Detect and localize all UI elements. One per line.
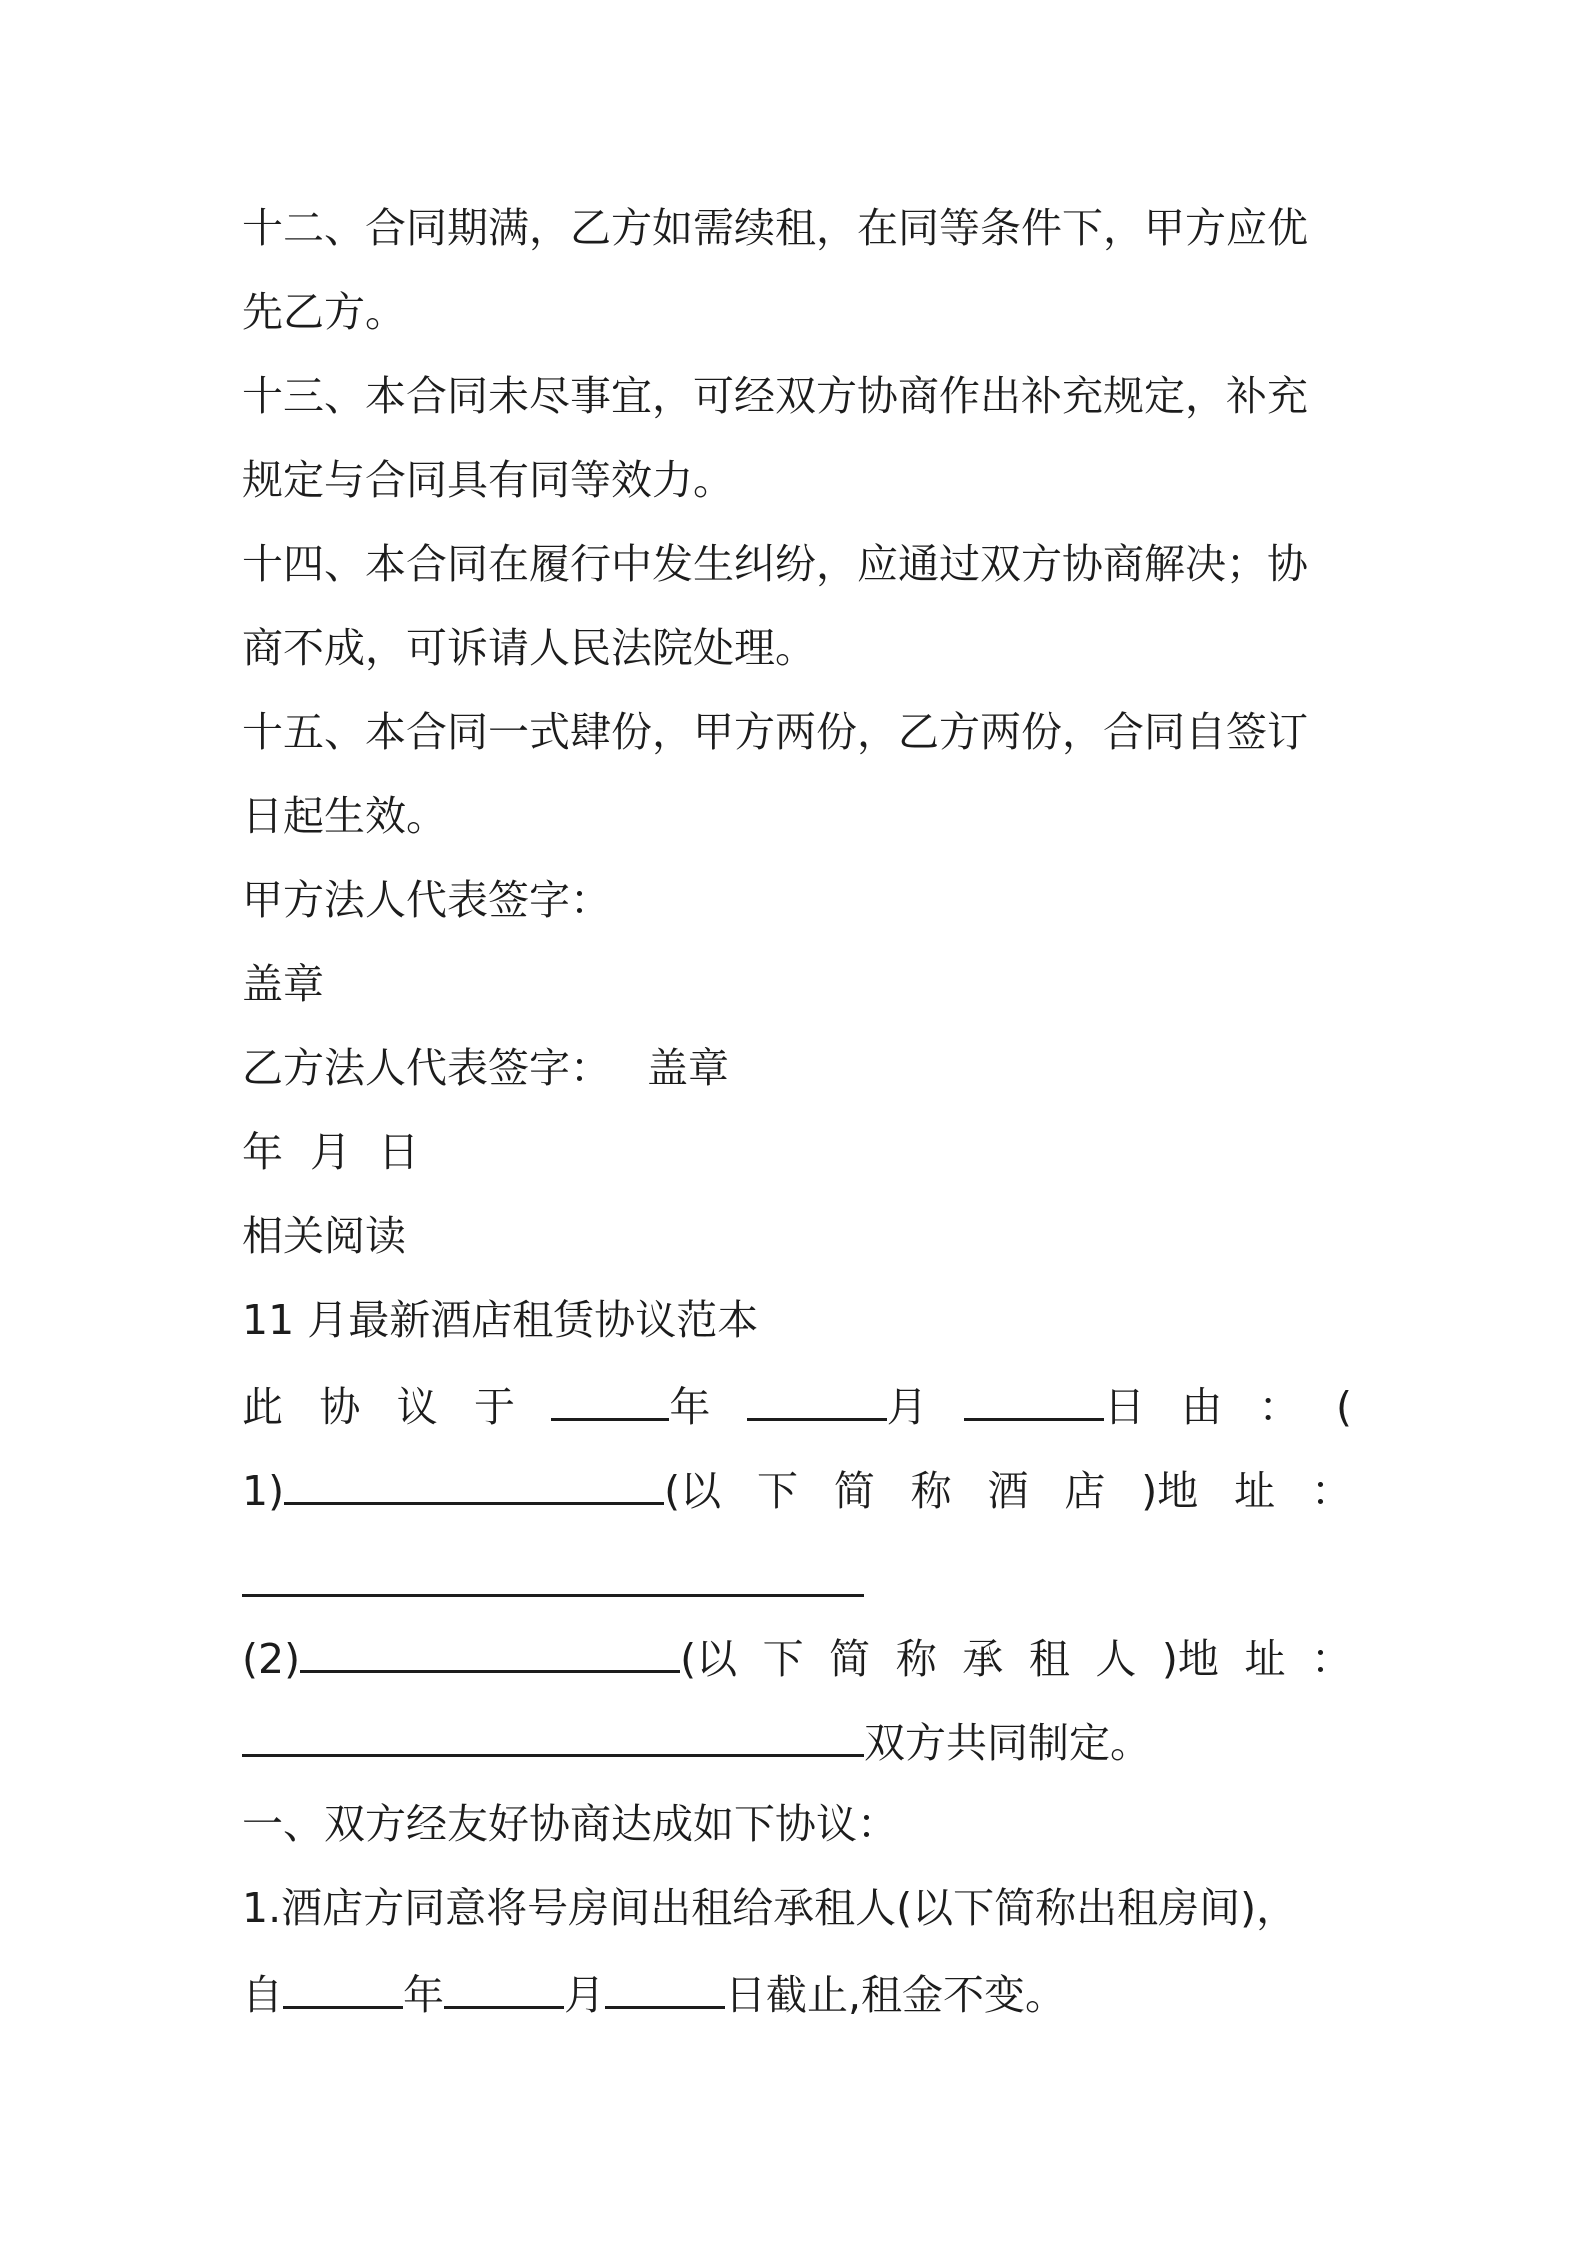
party-2-char: 下 xyxy=(762,1635,804,1683)
party-1-char: (以 xyxy=(664,1467,722,1515)
party-1-char: 店 xyxy=(1064,1467,1106,1515)
item-1-day-blank xyxy=(605,1962,725,2009)
clause-15-line-2: 日起生效。 xyxy=(242,792,447,840)
party-a-seal-label: 盖章 xyxy=(242,960,324,1008)
item-1-month-blank xyxy=(444,1962,564,2009)
party-2-char: 承 xyxy=(962,1635,1004,1683)
item-1-year-label: 年 xyxy=(403,1971,444,2019)
agreement-intro-line xyxy=(242,1374,1352,1434)
clause-12-line-1: 十二、合同期满，乙方如需续租，在同等条件下，甲方应优 xyxy=(242,204,1308,252)
party-2-char: 人 xyxy=(1095,1635,1137,1683)
by-label: 由 xyxy=(1181,1383,1223,1431)
item-1-line-2 xyxy=(242,1962,1352,2022)
day-label: 日 xyxy=(1103,1383,1145,1431)
clause-14-line-1: 十四、本合同在履行中发生纠纷，应通过双方协商解决；协 xyxy=(242,540,1308,588)
party-1-name-blank xyxy=(284,1458,664,1505)
month-label: 月 xyxy=(886,1383,928,1431)
party-2-address-line xyxy=(242,1710,1352,1770)
party-2-name-blank xyxy=(300,1626,680,1673)
intro-char: 此 xyxy=(242,1383,283,1431)
clause-15-line-1: 十五、本合同一式肆份，甲方两份，乙方两份，合同自签订 xyxy=(242,708,1308,756)
party-1-char: 简 xyxy=(833,1467,875,1515)
year-blank xyxy=(551,1374,669,1421)
intro-char: 协 xyxy=(319,1383,361,1431)
party-1-char: 酒 xyxy=(987,1467,1029,1515)
day-blank xyxy=(964,1374,1104,1421)
party-1-char: 下 xyxy=(756,1467,798,1515)
party-2-char: 租 xyxy=(1028,1635,1070,1683)
party-2-char: (以 xyxy=(680,1635,738,1683)
party-1-address-line xyxy=(242,1550,1352,1610)
party-1-char: )地 xyxy=(1141,1467,1199,1515)
item-1-day-tail: 日截止,租金不变。 xyxy=(725,1971,1067,2019)
intro-char: 于 xyxy=(473,1383,515,1431)
item-1-year-blank xyxy=(283,1962,403,2009)
signature-date-label: 年 月 日 xyxy=(242,1128,420,1176)
party-1-line xyxy=(242,1458,1352,1518)
related-reading-heading: 相关阅读 xyxy=(242,1212,406,1260)
party-2-char: )地 xyxy=(1161,1635,1219,1683)
party-2-char: 称 xyxy=(895,1635,937,1683)
party-2-address-blank xyxy=(242,1710,864,1757)
party-1-char: ： xyxy=(1310,1467,1352,1515)
item-1-from: 自 xyxy=(242,1971,283,2019)
party-2-prefix: (2) xyxy=(242,1635,301,1683)
party-2-char: ： xyxy=(1311,1635,1352,1683)
clause-12-line-2: 先乙方。 xyxy=(242,288,406,336)
clause-13-line-1: 十三、本合同未尽事宜，可经双方协商作出补充规定，补充 xyxy=(242,372,1308,420)
party-1-char: 址 xyxy=(1234,1467,1276,1515)
joint-drafting-text: 双方共同制定。 xyxy=(864,1719,1151,1767)
party-b-signature-row xyxy=(242,1038,1352,1098)
item-1-line-1: 1.酒店方同意将号房间出租给承租人(以下简称出租房间)， xyxy=(242,1884,1298,1932)
colon: ： xyxy=(1258,1383,1300,1431)
clause-14-line-2: 商不成，可诉请人民法院处理。 xyxy=(242,624,816,672)
party-1-address-blank xyxy=(242,1550,864,1597)
party-1-char: 称 xyxy=(910,1467,952,1515)
intro-char: 议 xyxy=(396,1383,438,1431)
party-b-seal-label: 盖章 xyxy=(647,1044,729,1092)
party-b-signature-label: 乙方法人代表签字： xyxy=(242,1044,611,1092)
year-label: 年 xyxy=(669,1383,711,1431)
clause-13-line-2: 规定与合同具有同等效力。 xyxy=(242,456,734,504)
party-a-signature-label: 甲方法人代表签字： xyxy=(242,876,611,924)
party-2-line xyxy=(242,1626,1352,1686)
section-1-heading: 一、双方经友好协商达成如下协议： xyxy=(242,1800,898,1848)
party-2-char: 址 xyxy=(1244,1635,1286,1683)
item-1-month-label: 月 xyxy=(564,1971,605,2019)
party-1-prefix: 1) xyxy=(242,1467,285,1515)
month-blank xyxy=(747,1374,887,1421)
party-2-char: 简 xyxy=(829,1635,871,1683)
open-paren: ( xyxy=(1335,1383,1352,1431)
agreement-title: 11 月最新酒店租赁协议范本 xyxy=(242,1296,759,1344)
